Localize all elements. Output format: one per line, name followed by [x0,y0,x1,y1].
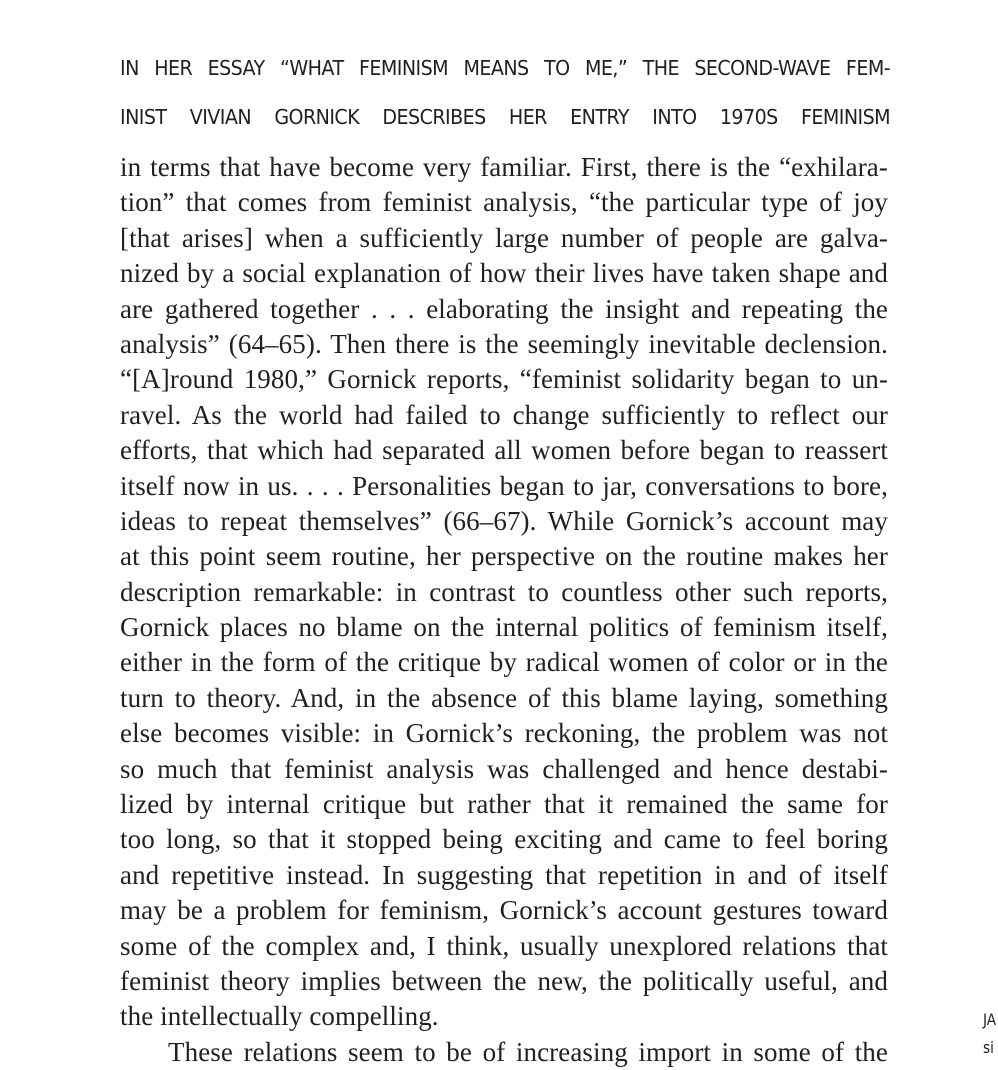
body-line: too long, so that it stopped being exciting and came to feel boring [120,824,888,855]
opening-small-caps [120,50,891,148]
body-line: either in the form of the critique by radical women of color or in the [120,647,888,678]
next-paragraph-line: These relations seem to be of increasing import in some of the [168,1036,888,1067]
body-line: the intellectually compelling. [120,1001,439,1032]
body-line: and repetitive instead. In suggesting that repetition in and of itself [120,859,888,890]
body-line: itself now in us. . . . Personalities began to jar, conversations to bore, [120,470,888,501]
body-line: nized by a social explanation of how their lives have taken shape and [120,258,888,289]
body-line: lized by internal critique but rather that it remained the same for [120,789,888,820]
margin-note-line: JA [983,1010,997,1029]
body-line: “[A]round 1980,” Gornick reports, “feminist solidarity began to un- [120,364,888,395]
body-line: [that arises] when a sufficiently large number of people are galva- [120,222,888,253]
margin-note [983,1006,996,1062]
body-line: feminist theory implies between the new, the politically useful, and [120,965,888,996]
body-line: at this point seem routine, her perspective on the routine makes her [120,541,888,572]
body-line: ideas to repeat themselves” (66–67). While Gornick’s account may [120,505,888,536]
body-line: else becomes visible: in Gornick’s reckoning, the problem was not [120,718,888,749]
body-line: efforts, that which had separated all women before began to reassert [120,435,888,466]
body-paragraph [120,150,888,1070]
body-line: so much that feminist analysis was challenged and hence destabi- [120,753,888,784]
body-line: turn to theory. And, in the absence of this blame laying, something [120,682,888,713]
body-line: are gathered together . . . elaborating the insight and repeating the [120,293,888,324]
body-line: ravel. As the world had failed to change sufficiently to reflect our [120,399,888,430]
margin-note-line: si [983,1038,994,1057]
body-line: some of the complex and, I think, usually unexplored relations that [120,930,888,961]
body-line: Gornick places no blame on the internal politics of feminism itself, [120,612,888,643]
body-line: tion” that comes from feminist analysis, “the particular type of joy [120,187,888,218]
body-line: in terms that have become very familiar. First, there is the “exhilara- [120,152,888,182]
opening-line: INIST VIVIAN GORNICK DESCRIBES HER ENTRY INTO 1970S FEMINISM [120,105,891,129]
body-line: may be a problem for feminism, Gornick’s account gestures toward [120,895,888,926]
body-line: analysis” (64–65). Then there is the seemingly inevitable declension. [120,328,888,359]
opening-line: IN HER ESSAY “WHAT FEMINISM MEANS TO ME,” THE SECOND-WAVE FEM- [120,56,891,80]
body-line: description remarkable: in contrast to countless other such reports, [120,576,888,607]
